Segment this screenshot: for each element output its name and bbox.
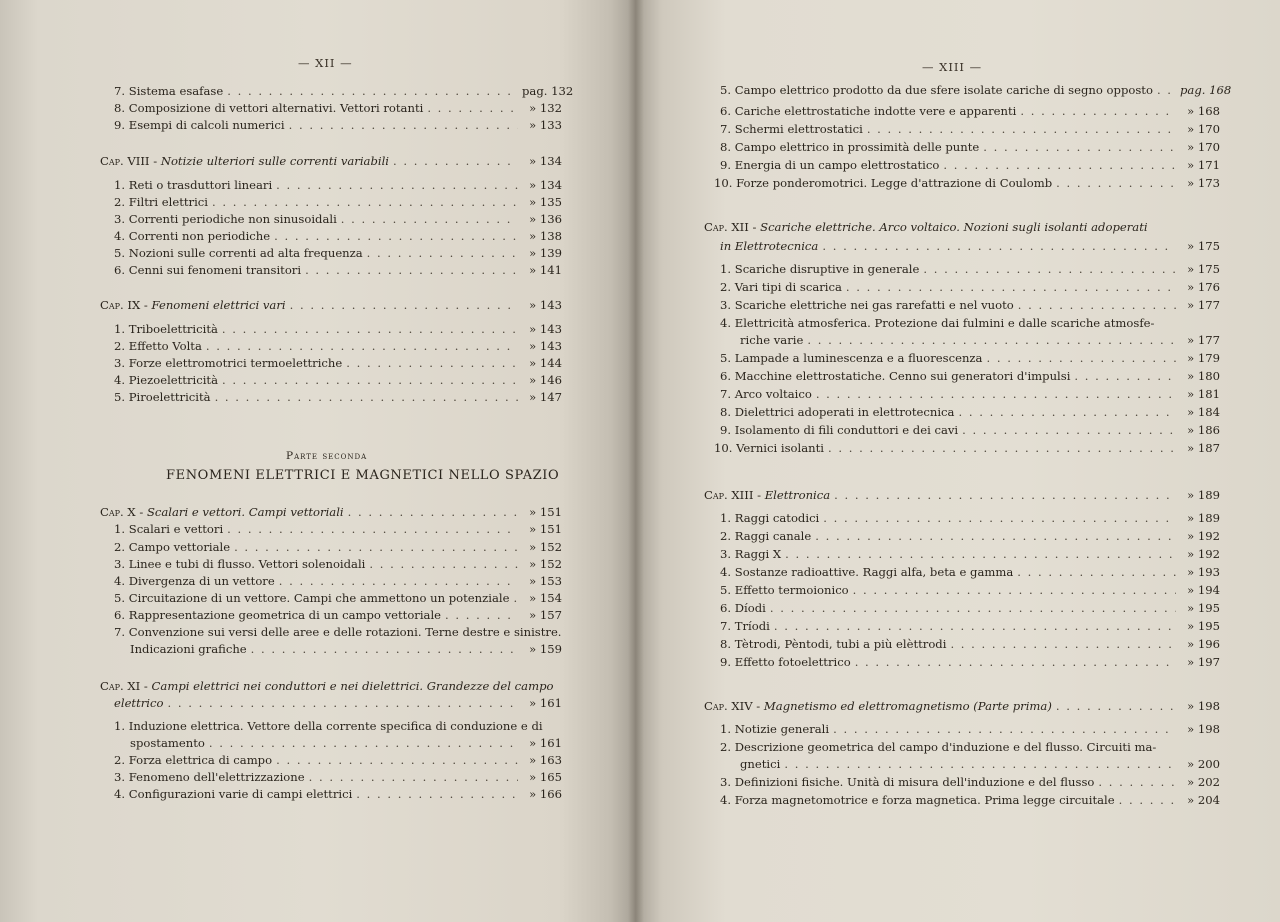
toc-entry: 2. Raggi canale . . . » 192: [720, 529, 1220, 543]
toc-entry: 1. Triboelettricità . . . » 143: [114, 322, 562, 336]
toc-entry: 8. Campo elettrico in prossimità delle punte . . . » 170: [720, 140, 1220, 154]
toc-entry: 6. Cenni sui fenomeni transitori . . . » 141: [114, 263, 562, 277]
toc-entry: 3. Correnti periodiche non sinusoidali . . . » 136: [114, 212, 562, 226]
chapter-heading: Cap. VIII - Notizie ulteriori sulle correnti variabili . . . » 134: [100, 154, 562, 168]
toc-entry: 5. Piroelettricità . . . » 147: [114, 390, 562, 404]
toc-entry: gnetici . . . » 200: [740, 757, 1220, 771]
toc-entry: 2. Filtri elettrici . . . » 135: [114, 195, 562, 209]
toc-entry: 2. Effetto Volta . . . » 143: [114, 339, 562, 353]
part-title: FENOMENI ELETTRICI E MAGNETICI NELLO SPAZIO: [166, 468, 560, 483]
toc-entry: 6. Díodi . . . » 195: [720, 601, 1220, 615]
toc-entry: riche varie . . . » 177: [740, 333, 1220, 347]
toc-entry: 9. Esempi di calcoli numerici . . . » 133: [114, 118, 562, 132]
chapter-heading: Cap. XIII - Elettronica . . . » 189: [704, 488, 1220, 502]
toc-entry: 8. Dielettrici adoperati in elettrotecnica . . . » 184: [720, 405, 1220, 419]
toc-entry: 4. Forza magnetomotrice e forza magnetica. Prima legge circuitale . . . » 204: [720, 793, 1220, 807]
toc-entry-line: 7. Convenzione sui versi delle aree e delle rotazioni. Terne destre e sinistre.: [114, 625, 562, 639]
chapter-heading-cont: elettrico . . . » 161: [114, 696, 562, 710]
toc-entry: 1. Scariche disruptive in generale . . . » 175: [720, 262, 1220, 276]
toc-entry: 8. Tètrodi, Pèntodi, tubi a più elèttrodi . . . » 196: [720, 637, 1220, 651]
chapter-heading: Cap. IX - Fenomeni elettrici vari . . . » 143: [100, 298, 562, 312]
toc-entry: 3. Linee e tubi di flusso. Vettori solenoidali . . . » 152: [114, 557, 562, 571]
toc-entry: 7. Sistema esafase . . . pag. 132: [114, 84, 562, 98]
toc-entry: Indicazioni grafiche . . . » 159: [130, 642, 562, 656]
toc-entry: 5. Lampade a luminescenza e a fluorescenza . . . » 179: [720, 351, 1220, 365]
toc-entry: 9. Isolamento di fili conduttori e dei cavi . . . » 186: [720, 423, 1220, 437]
toc-entry: spostamento . . . » 161: [130, 736, 562, 750]
toc-entry: 3. Definizioni fisiche. Unità di misura dell'induzione e del flusso . . . » 202: [720, 775, 1220, 789]
toc-entry: 4. Correnti non periodiche . . . » 138: [114, 229, 562, 243]
toc-entry: 5. Campo elettrico prodotto da due sfere isolate cariche di segno opposto . . . pag. 168: [720, 83, 1220, 97]
toc-entry: 9. Effetto fotoelettrico . . . » 197: [720, 655, 1220, 669]
toc-entry: 3. Raggi X . . . » 192: [720, 547, 1220, 561]
toc-entry: 1. Scalari e vettori . . . » 151: [114, 522, 562, 536]
toc-entry: 10. Vernici isolanti . . . » 187: [714, 441, 1220, 455]
chapter-heading: Cap. XII - Scariche elettriche. Arco voltaico. Nozioni sugli isolanti adoperati: [704, 220, 1148, 234]
toc-entry: 5. Nozioni sulle correnti ad alta frequenza . . . » 139: [114, 246, 562, 260]
toc-entry: 3. Scariche elettriche nei gas rarefatti e nel vuoto . . . » 177: [720, 298, 1220, 312]
toc-entry: 10. Forze ponderomotrici. Legge d'attrazione di Coulomb . . . » 173: [714, 176, 1220, 190]
toc-entry: 4. Configurazioni varie di campi elettrici . . . » 166: [114, 787, 562, 801]
toc-entry: 1. Notizie generali . . . » 198: [720, 722, 1220, 736]
toc-entry: 2. Vari tipi di scarica . . . » 176: [720, 280, 1220, 294]
book-gutter: [628, 0, 644, 922]
toc-entry: 4. Divergenza di un vettore . . . » 153: [114, 574, 562, 588]
chapter-heading-cont: in Elettrotecnica . . . » 175: [720, 239, 1220, 253]
chapter-heading: Cap. XI - Campi elettrici nei conduttori e nei dielettrici. Grandezze del campo: [100, 679, 554, 693]
chapter-heading: Cap. XIV - Magnetismo ed elettromagnetismo (Parte prima) . . . » 198: [704, 699, 1220, 713]
toc-entry: 5. Circuitazione di un vettore. Campi che ammettono un potenziale . . . » 154: [114, 591, 562, 605]
right-page: [636, 0, 1280, 922]
toc-entry: 1. Reti o trasduttori lineari . . . » 134: [114, 178, 562, 192]
left-page: [0, 0, 636, 922]
toc-entry: 4. Sostanze radioattive. Raggi alfa, beta e gamma . . . » 193: [720, 565, 1220, 579]
toc-entry-line: 4. Elettricità atmosferica. Protezione dai fulmini e dalle scariche atmosfe-: [720, 316, 1155, 330]
toc-entry: 1. Raggi catodici . . . » 189: [720, 511, 1220, 525]
toc-entry: 2. Campo vettoriale . . . » 152: [114, 540, 562, 554]
toc-entry: 7. Arco voltaico . . . » 181: [720, 387, 1220, 401]
toc-entry: 4. Piezoelettricità . . . » 146: [114, 373, 562, 387]
toc-entry: 3. Fenomeno dell'elettrizzazione . . . » 165: [114, 770, 562, 784]
chapter-heading: Cap. X - Scalari e vettori. Campi vettoriali . . . » 151: [100, 505, 562, 519]
toc-entry-line: 1. Induzione elettrica. Vettore della corrente specifica di conduzione e di: [114, 719, 543, 733]
toc-entry: 2. Forza elettrica di campo . . . » 163: [114, 753, 562, 767]
toc-entry: 6. Cariche elettrostatiche indotte vere e apparenti . . . » 168: [720, 104, 1220, 118]
toc-entry-line: 2. Descrizione geometrica del campo d'induzione e del flusso. Circuiti ma-: [720, 740, 1157, 754]
toc-entry: 3. Forze elettromotrici termoelettriche . . . » 144: [114, 356, 562, 370]
toc-entry: 5. Effetto termoionico . . . » 194: [720, 583, 1220, 597]
toc-entry: 8. Composizione di vettori alternativi. Vettori rotanti . . . » 132: [114, 101, 562, 115]
page-number-left: — XII —: [298, 56, 353, 70]
toc-entry: 9. Energia di un campo elettrostatico . . . » 171: [720, 158, 1220, 172]
toc-entry: 7. Tríodi . . . » 195: [720, 619, 1220, 633]
part-label: Parte seconda: [286, 450, 368, 462]
toc-entry: 7. Schermi elettrostatici . . . » 170: [720, 122, 1220, 136]
toc-entry: 6. Macchine elettrostatiche. Cenno sui generatori d'impulsi . . . » 180: [720, 369, 1220, 383]
toc-entry: 6. Rappresentazione geometrica di un campo vettoriale . . . » 157: [114, 608, 562, 622]
page-number-right: — XIII —: [922, 60, 983, 74]
